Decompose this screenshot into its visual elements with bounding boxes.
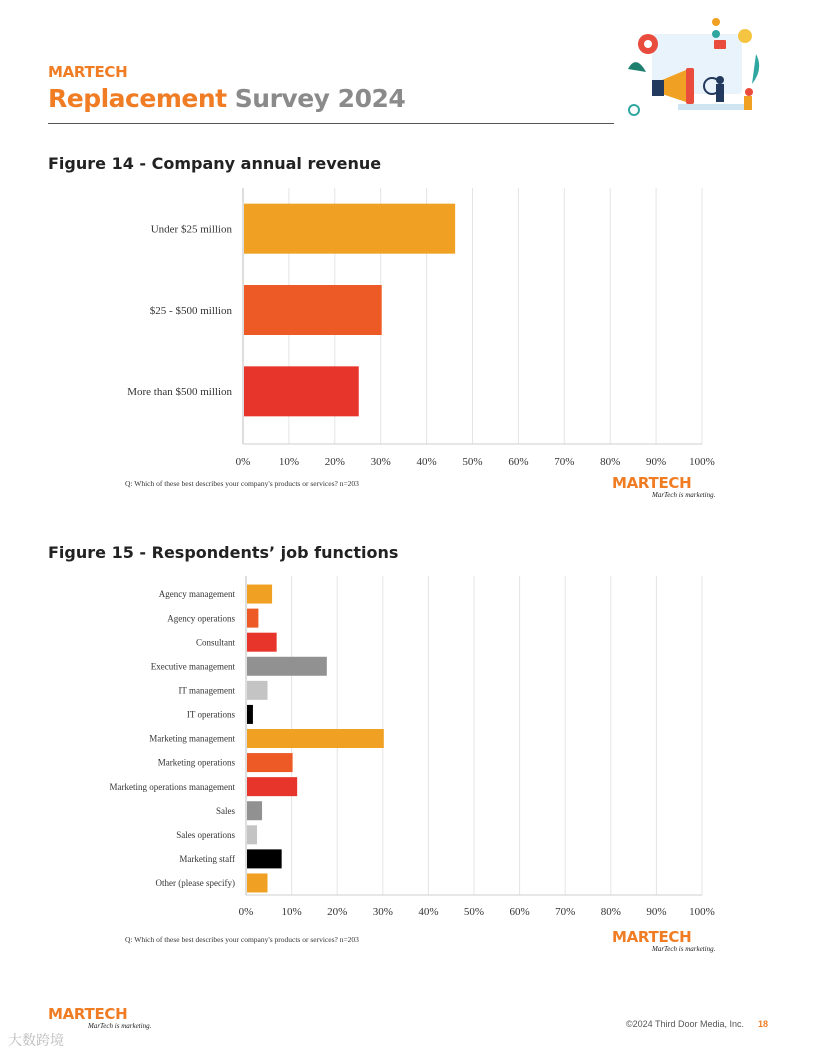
x-tick-label: 90% <box>646 456 667 468</box>
bar <box>247 681 268 700</box>
x-tick-label: 70% <box>555 906 576 918</box>
category-label: Sales operations <box>176 829 235 840</box>
watermark-text: 大数跨境 <box>8 1033 64 1049</box>
x-tick-label: 0% <box>235 456 251 468</box>
category-label: Agency management <box>158 589 235 600</box>
x-tick-label: 50% <box>462 456 483 468</box>
header-brand-logo: MARTECH <box>48 63 128 81</box>
bar <box>247 705 253 724</box>
bar <box>247 609 258 628</box>
page-title-secondary: Survey 2024 <box>234 84 406 113</box>
footer-logo-tagline: MarTech is marketing. <box>88 1022 152 1030</box>
x-tick-label: 40% <box>418 906 439 918</box>
x-tick-label: 80% <box>600 456 621 468</box>
bar <box>244 366 359 416</box>
figure-15-title: Figure 15 - Respondents’ job functions <box>48 543 399 562</box>
figure-14-logo-brand: MARTECH <box>612 474 692 492</box>
x-tick-label: 30% <box>372 906 393 918</box>
page-number: 18 <box>757 1019 768 1029</box>
bar <box>247 633 277 652</box>
x-tick-label: 20% <box>327 906 348 918</box>
figure-15-logo-brand: MARTECH <box>612 928 692 946</box>
x-tick-label: 80% <box>600 906 621 918</box>
x-tick-label: 40% <box>416 456 437 468</box>
page-title-primary: Replacement <box>48 84 227 113</box>
category-label: Under $25 million <box>150 223 232 236</box>
bar <box>247 825 257 844</box>
x-tick-label: 100% <box>689 456 715 468</box>
category-label: Agency operations <box>167 613 235 624</box>
figure-14-source-note: Q: Which of these best describes your company's products or services? n=203 <box>125 479 359 488</box>
bar <box>247 753 293 772</box>
category-label: Marketing operations management <box>109 781 235 792</box>
x-tick-label: 60% <box>508 456 529 468</box>
bar <box>247 849 282 868</box>
category-label: Executive management <box>150 661 235 672</box>
x-tick-label: 10% <box>281 906 302 918</box>
figure-15-logo <box>612 930 715 953</box>
bar <box>247 729 384 748</box>
category-label: Marketing operations <box>157 757 235 768</box>
bar <box>247 777 297 796</box>
x-tick-label: 30% <box>370 456 391 468</box>
figure-14-logo <box>612 476 715 499</box>
x-tick-label: 60% <box>509 906 530 918</box>
figure-14-chart <box>0 180 816 470</box>
marketing-illustration <box>622 14 768 126</box>
category-label: Marketing management <box>149 733 235 744</box>
x-tick-label: 70% <box>554 456 575 468</box>
category-label: Sales <box>216 805 235 816</box>
figure-15-chart <box>0 572 816 924</box>
category-label: Consultant <box>195 637 235 648</box>
bar <box>244 204 455 254</box>
page-title <box>48 84 405 113</box>
bar <box>247 585 272 604</box>
figure-15-logo-tagline: MarTech is marketing. <box>652 945 716 953</box>
category-label: IT operations <box>186 709 235 720</box>
header-divider <box>48 123 614 124</box>
footer-logo-brand: MARTECH <box>48 1005 128 1023</box>
footer-copyright <box>626 1019 768 1029</box>
footer-logo <box>48 1007 151 1030</box>
bar <box>247 657 327 676</box>
x-tick-label: 0% <box>238 906 254 918</box>
figure-15-source-note: Q: Which of these best describes your company's products or services? n=203 <box>125 935 359 944</box>
x-tick-label: 90% <box>646 906 667 918</box>
category-label: IT management <box>178 685 235 696</box>
figure-14-title: Figure 14 - Company annual revenue <box>48 154 382 173</box>
watermark <box>8 1030 64 1050</box>
x-tick-label: 20% <box>324 456 345 468</box>
bar <box>244 285 382 335</box>
x-tick-label: 10% <box>278 456 299 468</box>
category-label: Marketing staff <box>179 854 235 865</box>
category-label: Other (please specify) <box>155 878 235 889</box>
x-tick-label: 50% <box>463 906 485 918</box>
category-label: $25 - $500 million <box>149 304 232 317</box>
category-label: More than $500 million <box>127 386 232 399</box>
figure-14-logo-tagline: MarTech is marketing. <box>652 491 716 499</box>
bar <box>247 873 268 892</box>
bar <box>247 801 262 820</box>
x-tick-label: 100% <box>689 906 715 918</box>
copyright-text: ©2024 Third Door Media, Inc. <box>625 1019 744 1029</box>
